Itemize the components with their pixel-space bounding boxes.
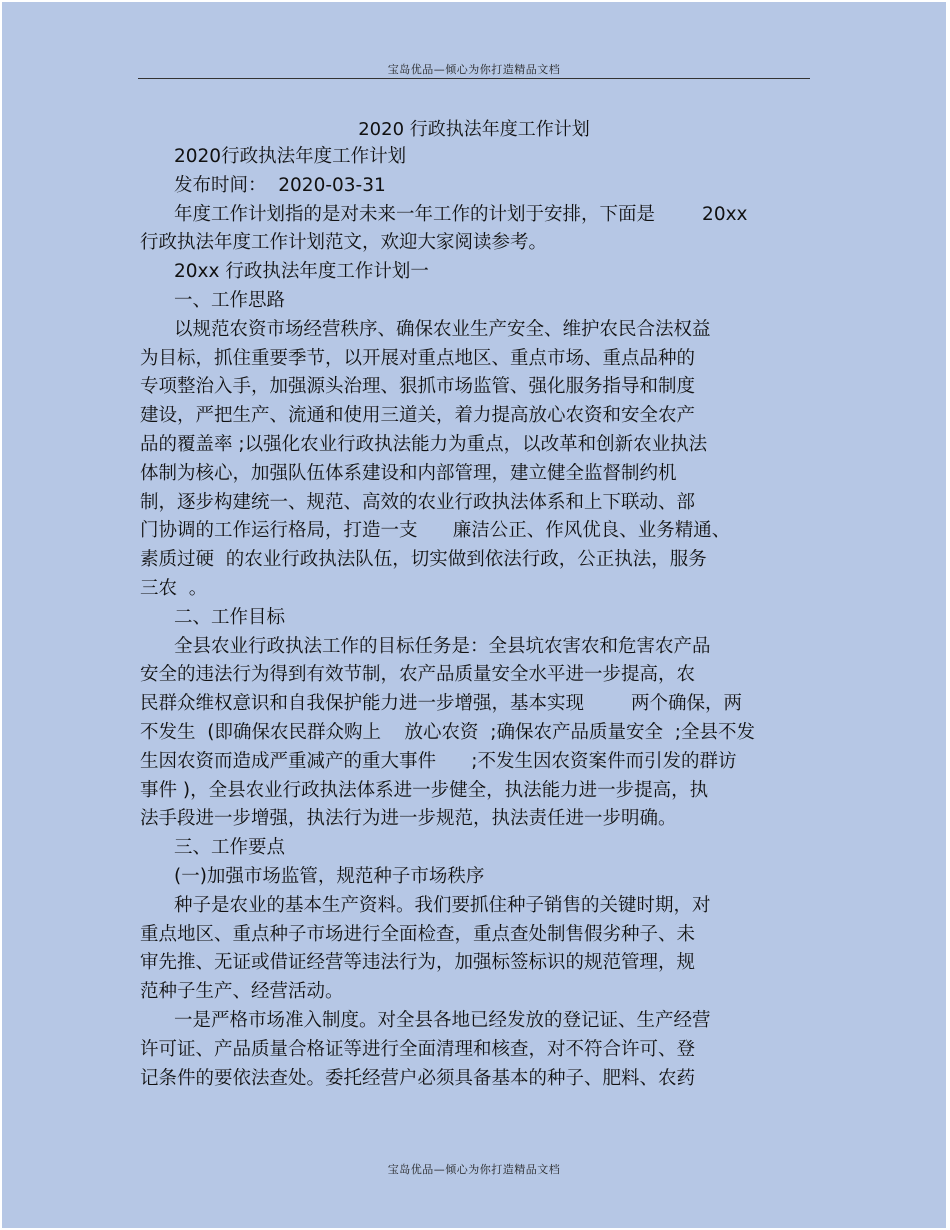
- section-heading: 三、工作要点: [174, 837, 286, 859]
- paragraph-line: 全县农业行政执法工作的目标任务是：全县坑农害农和危害农产品: [174, 635, 711, 657]
- paragraph-line: 事件 )，全县农业行政执法体系进一步健全，执法能力进一步提高，执: [140, 779, 709, 801]
- section-heading: 二、工作目标: [174, 606, 286, 628]
- paragraph-line: 种子是农业的基本生产资料。我们要抓住种子销售的关键时期，对: [174, 894, 711, 916]
- paragraph-line: 重点地区、重点种子市场进行全面检查，重点查处制售假劣种子、未: [140, 923, 696, 945]
- running-footer: 宝岛优品—倾心为你打造精品文档: [387, 1163, 561, 1176]
- paragraph-line: 建设，严把生产、流通和使用三道关，着力提高放心农资和安全农产: [140, 405, 696, 427]
- paragraph-line: 20xx 行政执法年度工作计划一: [174, 261, 429, 283]
- paragraph-line: 2020行政执法年度工作计划: [174, 146, 407, 167]
- paragraph-line: 三农 。: [140, 577, 208, 599]
- paragraph-line: 许可证、产品质量合格证等进行全面清理和核查，对不符合许可、登: [140, 1038, 696, 1060]
- paragraph-line: 专项整治入手，加强源头治理、狠抓市场监管、强化服务指导和制度: [140, 376, 696, 398]
- paragraph-line: 审先推、无证或借证经营等违法行为，加强标签标识的规范管理，规: [140, 952, 696, 974]
- paragraph-line: 品的覆盖率 ;以强化农业行政执法能力为重点，以改革和创新农业执法: [140, 433, 708, 455]
- paragraph-line: 门协调的工作运行格局，打造一支 廉洁公正、作风优良、业务精通、: [140, 520, 731, 542]
- paragraph-line: 生因农资而造成严重减产的重大事件 ;不发生因农资案件而引发的群访: [140, 750, 737, 772]
- paragraph-line: 为目标，抓住重要季节，以开展对重点地区、重点市场、重点品种的: [140, 347, 696, 369]
- header-divider: [138, 78, 810, 79]
- paragraph-line: 体制为核心，加强队伍体系建设和内部管理，建立健全监督制约机: [140, 462, 677, 484]
- paragraph-line: 制，逐步构建统一、规范、高效的农业行政执法体系和上下联动、部: [140, 491, 696, 513]
- paragraph-line: 以规范农资市场经营秩序、确保农业生产安全、维护农民合法权益: [174, 318, 711, 340]
- paragraph-line: 一是严格市场准入制度。对全县各地已经发放的登记证、生产经营: [174, 1009, 711, 1031]
- paragraph-line: 记条件的要依法查处。委托经营户必须具备基本的种子、肥料、农药: [140, 1067, 696, 1089]
- paragraph-line: 行政执法年度工作计划范文，欢迎大家阅读参考。: [140, 232, 548, 254]
- document-page: [2, 2, 946, 1228]
- subsection-heading: (一)加强市场监管，规范种子市场秩序: [174, 865, 485, 887]
- paragraph-line: 民群众维权意识和自我保护能力进一步增强，基本实现 两个确保，两: [140, 693, 743, 715]
- paragraph-line: 素质过硬 的农业行政执法队伍，切实做到依法行政，公正执法，服务: [140, 549, 707, 571]
- document-body: [140, 143, 810, 1093]
- paragraph-line: 不发生 (即确保农民群众购上 放心农资 ;确保农产品质量安全 ;全县不发: [140, 721, 755, 743]
- document-title: 2020 行政执法年度工作计划: [358, 119, 590, 140]
- paragraph-line: 安全的违法行为得到有效节制，农产品质量安全水平进一步提高，农: [140, 664, 696, 686]
- paragraph-line: 法手段进一步增强，执法行为进一步规范，执法责任进一步明确。: [140, 808, 677, 830]
- running-header: 宝岛优品—倾心为你打造精品文档: [387, 63, 561, 76]
- paragraph-line: 范种子生产、经营活动。: [140, 981, 344, 1003]
- section-heading: 一、工作思路: [174, 289, 286, 311]
- paragraph-line: 年度工作计划指的是对未来一年工作的计划于安排，下面是 20xx: [174, 203, 748, 225]
- paragraph-line: 发布时间： 2020-03-31: [174, 174, 386, 196]
